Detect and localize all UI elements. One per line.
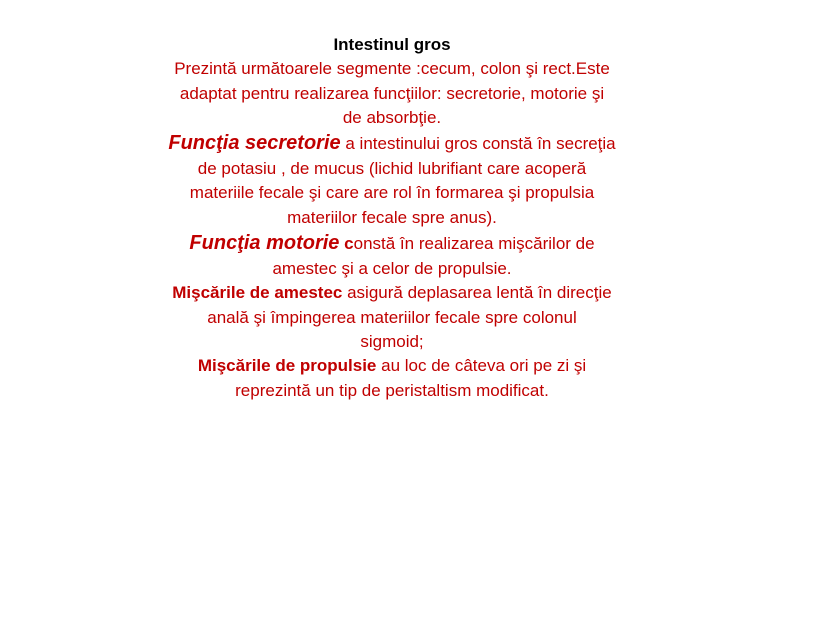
body-text: adaptat pentru realizarea funcţiilor: secretorie, motorie şi [179, 83, 605, 103]
text-line [0, 157, 784, 181]
emphasized-text: c [339, 234, 354, 254]
body-text: anală şi împingerea materiilor fecale spre colonul [207, 307, 577, 327]
text-line [0, 206, 784, 230]
body-text: asigură deplasarea lentă în direcţie [342, 283, 612, 303]
body-text: a intestinului gros constă în secreţia [340, 134, 616, 154]
emphasized-text: Funcţia secretorie [168, 132, 341, 155]
text-line [0, 257, 784, 281]
text-line [0, 57, 784, 81]
body-text: materiile fecale şi care are rol în formarea şi propulsia [189, 183, 595, 203]
body-text: onstă în realizarea mişcărilor de [353, 234, 595, 254]
text-line [0, 330, 784, 354]
text-line [0, 130, 784, 157]
text-line [0, 354, 784, 378]
body-text: materiilor fecale spre anus). [287, 207, 497, 227]
emphasized-text: Mişcările de propulsie [197, 356, 377, 376]
body-text: reprezintă un tip de peristaltism modificat. [235, 380, 549, 400]
text-line [0, 181, 784, 205]
body-text: Prezintă următoarele segmente :cecum, colon şi rect.Este [174, 59, 610, 79]
emphasized-text: Mişcările de amestec [172, 283, 343, 303]
document-title: Intestinul gros [333, 35, 451, 54]
body-text: de absorbţie. [342, 107, 442, 127]
text-line [0, 82, 784, 106]
text-line [0, 306, 784, 330]
text-line [0, 379, 784, 403]
document-body [0, 33, 784, 403]
document-text [0, 57, 784, 403]
body-text: sigmoid; [360, 331, 424, 351]
body-text: de potasiu , de mucus (lichid lubrifiant care acoperă [197, 159, 587, 179]
emphasized-text: Funcţia motorie [189, 232, 340, 255]
text-line [0, 230, 784, 257]
body-text: au loc de câteva ori pe zi şi [376, 356, 587, 376]
text-line [0, 281, 784, 305]
body-text: amestec şi a celor de propulsie. [272, 259, 512, 279]
text-line [0, 106, 784, 130]
